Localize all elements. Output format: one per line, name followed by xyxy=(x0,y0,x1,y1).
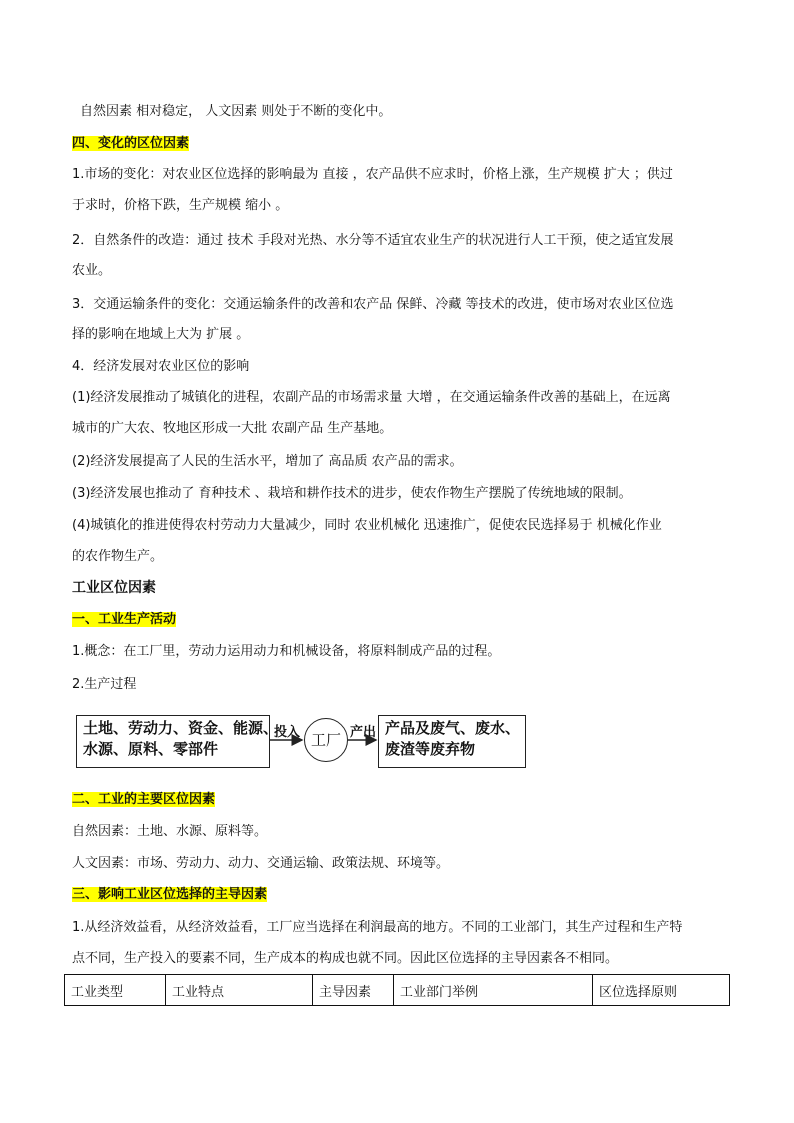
text-line: 自然因素：土地、水源、原料等。 xyxy=(72,824,268,839)
text-line: (1)经济发展推动了城镇化的进程，农副产品的市场需求量 大增 ，在交通运输条件改善的基础上，在远离 xyxy=(72,390,671,405)
text-line: 自然因素 相对稳定， 人文因素 则处于不断的变化中。 xyxy=(80,104,392,119)
text-line: 2.生产过程 xyxy=(72,677,137,692)
text-line: 3．交通运输条件的变化：交通运输条件的改善和农产品 保鲜、冷藏 等技术的改进，使市场对农业区位选 xyxy=(72,297,674,312)
table-header-cell: 区位选择原则 xyxy=(593,975,730,1006)
page-subtitle: 工业区位因素 xyxy=(72,580,156,596)
text-line: 1.从经济效益看，从经济效益看，工厂应当选择在利润最高的地方。不同的工业部门，其生产过程和生产特 xyxy=(72,920,683,935)
text-line: (3)经济发展也推动了 育种技术 、栽培和耕作技术的进步，使农作物生产摆脱了传统地域的限制。 xyxy=(72,486,632,501)
text-line: 于求时，价格下跌，生产规模 缩小 。 xyxy=(72,198,289,213)
section-heading xyxy=(72,792,724,808)
input-line: 土地、劳动力、资金、能源、 xyxy=(83,719,279,737)
section-heading-text: 三、影响工业区位选择的主导因素 xyxy=(72,887,268,902)
text-line: 城市的广大农、牧地区形成一大批 农副产品 生产基地。 xyxy=(72,421,393,436)
arrow-out-label: 产出 xyxy=(350,725,377,740)
table-header-cell: 工业特点 xyxy=(166,975,313,1006)
output-line: 废渣等废弃物 xyxy=(385,740,476,758)
text-line: (2)经济发展提高了人民的生活水平，增加了 高品质 农产品的需求。 xyxy=(72,454,463,469)
section-heading-text: 一、工业生产活动 xyxy=(72,612,177,627)
table-header-cell: 工业类型 xyxy=(65,975,166,1006)
text-line: 2．自然条件的改造：通过 技术 手段对光热、水分等不适宜农业生产的状况进行人工干预，使之适宜发展 xyxy=(72,233,674,248)
table-header-cell: 工业部门举例 xyxy=(394,975,593,1006)
section-heading xyxy=(72,887,724,903)
text-line: 1.概念：在工厂里，劳动力运用动力和机械设备，将原料制成产品的过程。 xyxy=(72,644,501,659)
factory-circle: 工厂 xyxy=(304,718,348,762)
output-line: 产品及废气、废水、 xyxy=(385,719,521,737)
table-header-cell: 主导因素 xyxy=(313,975,394,1006)
text-line: 择的影响在地域上大为 扩展 。 xyxy=(72,327,250,342)
text-line: 的农作物生产。 xyxy=(72,549,164,564)
text-line: 农业。 xyxy=(72,263,112,278)
industry-table xyxy=(64,974,730,1006)
arrow-in-label: 投入 xyxy=(274,725,301,740)
input-line: 水源、原料、零部件 xyxy=(83,740,219,758)
section-heading-text: 二、工业的主要区位因素 xyxy=(72,792,216,807)
text-line: 1.市场的变化：对农业区位选择的影响最为 直接 ，农产品供不应求时，价格上涨，生产规模 扩大 ；供过 xyxy=(72,167,673,182)
table-header-row xyxy=(65,975,730,1006)
text-line: 人文因素：市场、劳动力、动力、交通运输、政策法规、环境等。 xyxy=(72,856,450,871)
text-line: 点不同，生产投入的要素不同，生产成本的构成也就不同。因此区位选择的主导因素各不相同。 xyxy=(72,951,619,966)
text-line: (4)城镇化的推进使得农村劳动力大量减少，同时 农业机械化 迅速推广，促使农民选择易于 机械化作业 xyxy=(72,518,662,533)
section-heading-text: 四、变化的区位因素 xyxy=(72,136,190,151)
text-line: 4．经济发展对农业区位的影响 xyxy=(72,359,250,374)
